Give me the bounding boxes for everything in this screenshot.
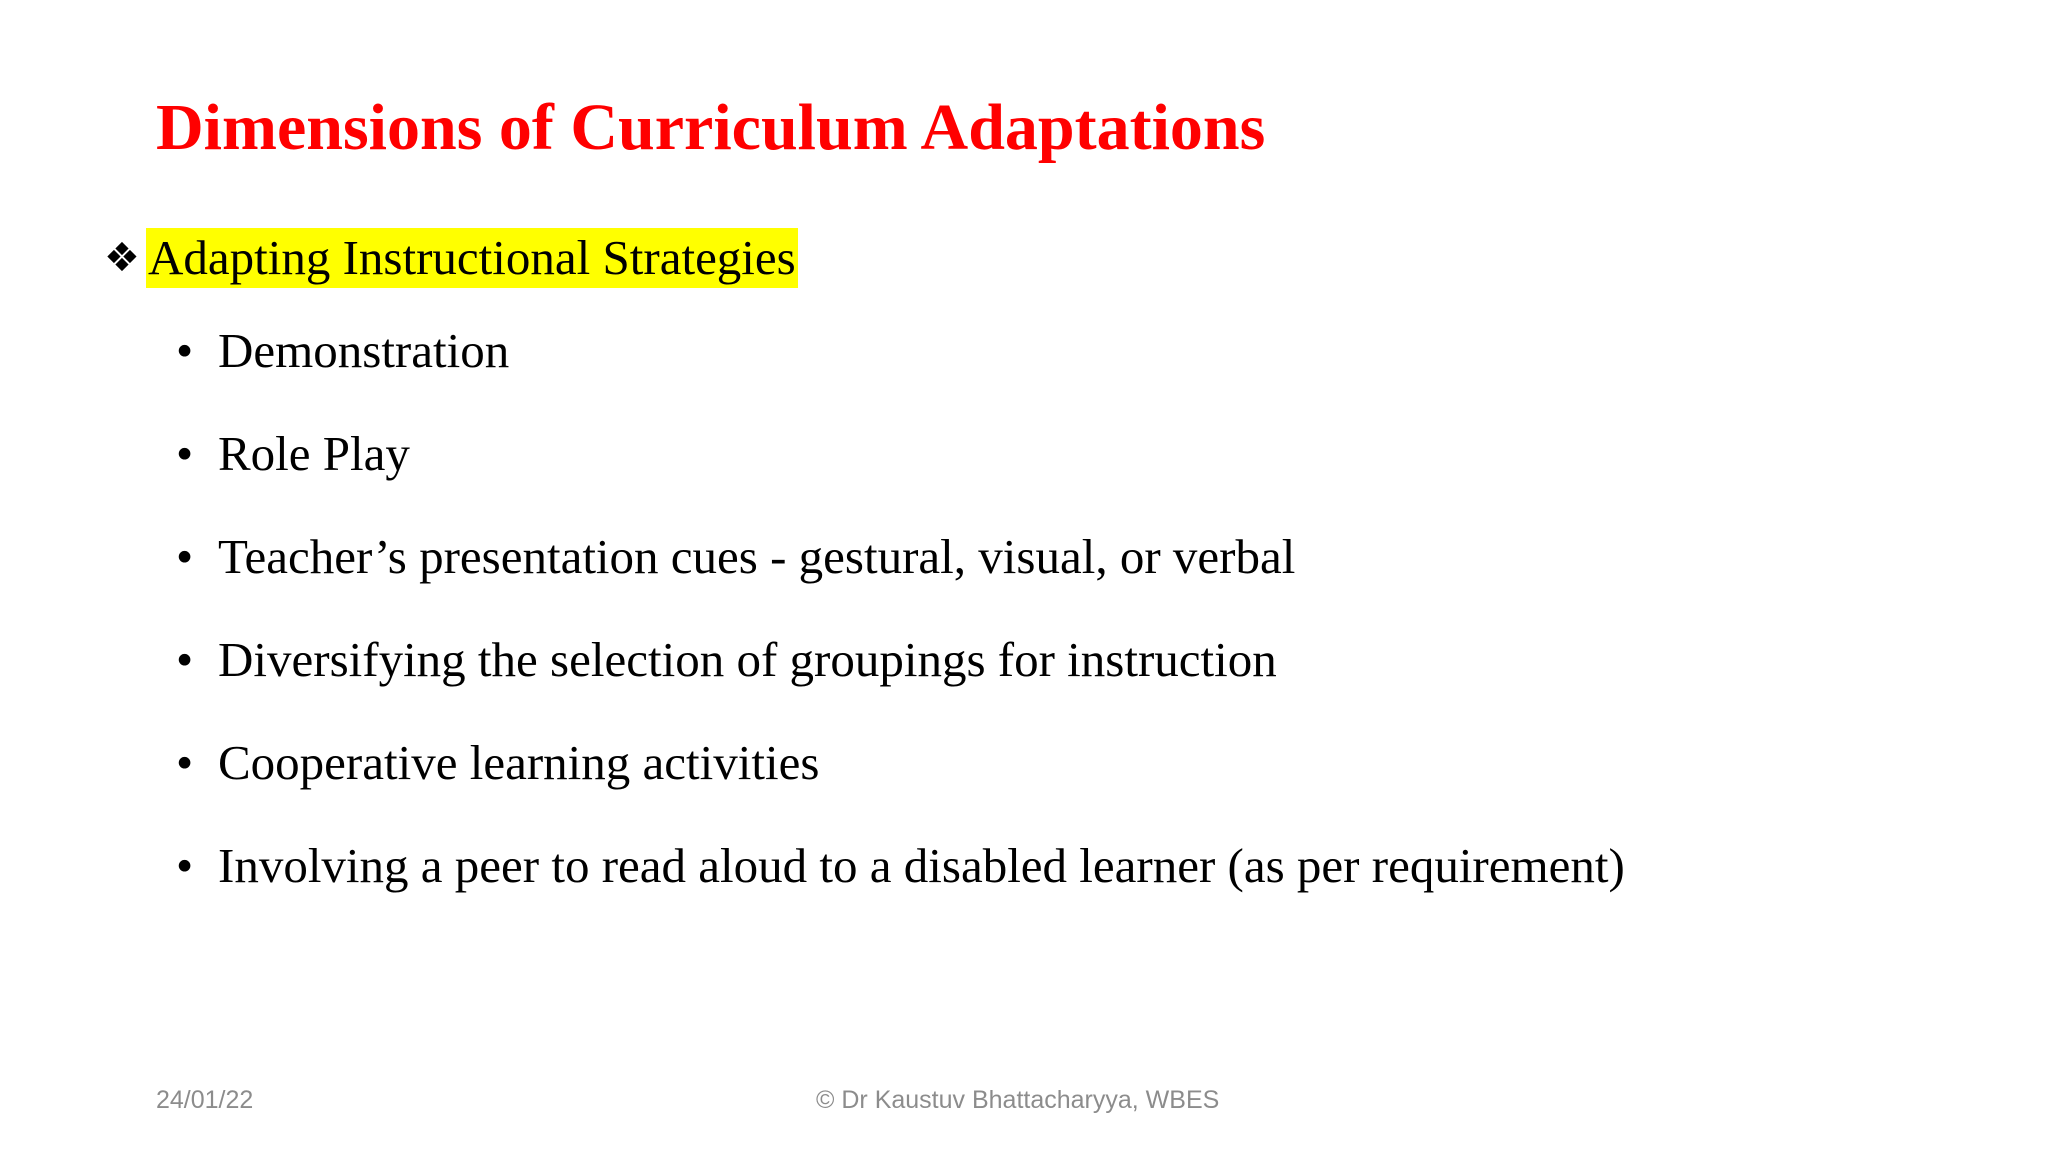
slide-title: Dimensions of Curriculum Adaptations: [156, 91, 1266, 164]
bullet-text: Teacher’s presentation cues - gestural, visual, or verbal: [218, 529, 1296, 584]
footer-date: 24/01/22: [156, 1086, 254, 1114]
bullet-dot-icon: •: [176, 735, 194, 790]
bullet-item: [176, 833, 1625, 936]
bullet-item: [176, 421, 1625, 524]
bullet-text: Demonstration: [218, 323, 510, 378]
bullet-item: [176, 524, 1625, 627]
bullet-list: [176, 318, 1625, 936]
bullet-dot-icon: •: [176, 323, 194, 378]
footer-credit: © Dr Kaustuv Bhattacharyya, WBES: [816, 1086, 1220, 1114]
bullet-item: [176, 730, 1625, 833]
bullet-dot-icon: •: [176, 632, 194, 687]
bullet-item: [176, 627, 1625, 730]
bullet-text: Role Play: [218, 426, 410, 481]
bullet-text: Diversifying the selection of groupings for instruction: [218, 632, 1277, 687]
section-heading-text: Adapting Instructional Strategies: [146, 228, 798, 288]
bullet-text: Involving a peer to read aloud to a disabled learner (as per requirement): [218, 838, 1625, 893]
bullet-item: [176, 318, 1625, 421]
bullet-dot-icon: •: [176, 838, 194, 893]
bullet-dot-icon: •: [176, 426, 194, 481]
bullet-text: Cooperative learning activities: [218, 735, 820, 790]
bullet-dot-icon: •: [176, 529, 194, 584]
section-heading: [104, 228, 798, 288]
diamond-bullet-icon: ❖: [104, 235, 140, 281]
